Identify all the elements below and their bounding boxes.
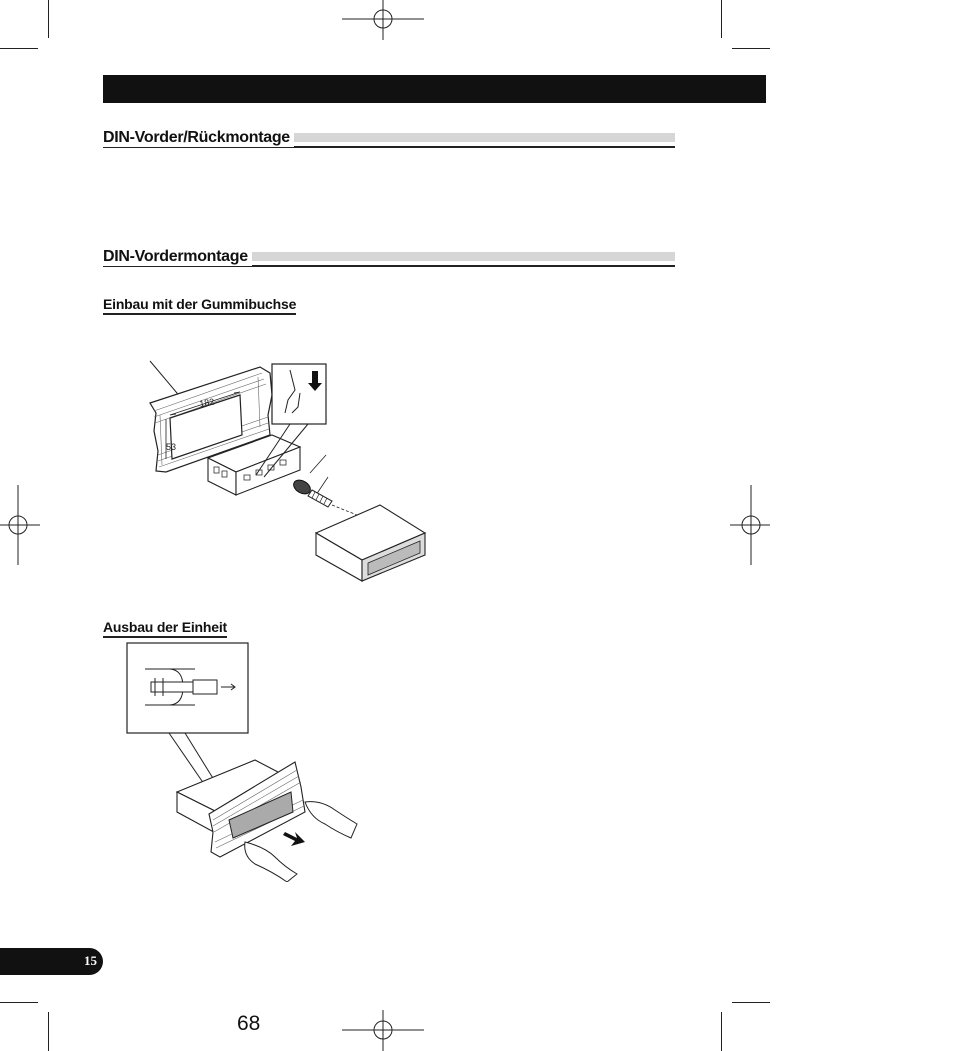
crop-mark (0, 1002, 38, 1003)
crop-mark (721, 1012, 722, 1051)
crop-mark (732, 48, 770, 49)
rubber-bush (291, 455, 362, 517)
section-heading-din-front (103, 248, 675, 266)
page-tab (0, 948, 103, 975)
registration-mark-top (342, 0, 424, 40)
registration-mark-left (0, 485, 40, 565)
dimension-height-label: 53 (166, 442, 177, 452)
installation-figure (140, 355, 440, 595)
registration-mark-bottom (342, 1010, 424, 1051)
crop-mark (721, 0, 722, 38)
radio-unit (316, 505, 425, 581)
unit-in-dashboard (177, 760, 305, 857)
section-title: DIN-Vordermontage (103, 248, 252, 266)
header-bar (103, 75, 766, 103)
dimension-width-label: 182 (198, 396, 216, 409)
page-number: 68 (237, 1012, 261, 1035)
subheading-rubber-bush: Einbau mit der Gummibuchse (103, 296, 296, 315)
registration-mark-right (730, 485, 770, 565)
section-title: DIN-Vorder/Rückmontage (103, 129, 294, 147)
section-heading-din-front-rear (103, 129, 675, 147)
crop-mark (732, 1002, 770, 1003)
removal-figure (125, 642, 375, 882)
crop-mark (48, 1012, 49, 1051)
crop-mark (0, 48, 38, 49)
subheading-removal: Ausbau der Einheit (103, 619, 227, 638)
pull-arrow-icon (283, 832, 305, 846)
page-tab-number: 15 (84, 953, 97, 968)
crop-mark (48, 0, 49, 38)
